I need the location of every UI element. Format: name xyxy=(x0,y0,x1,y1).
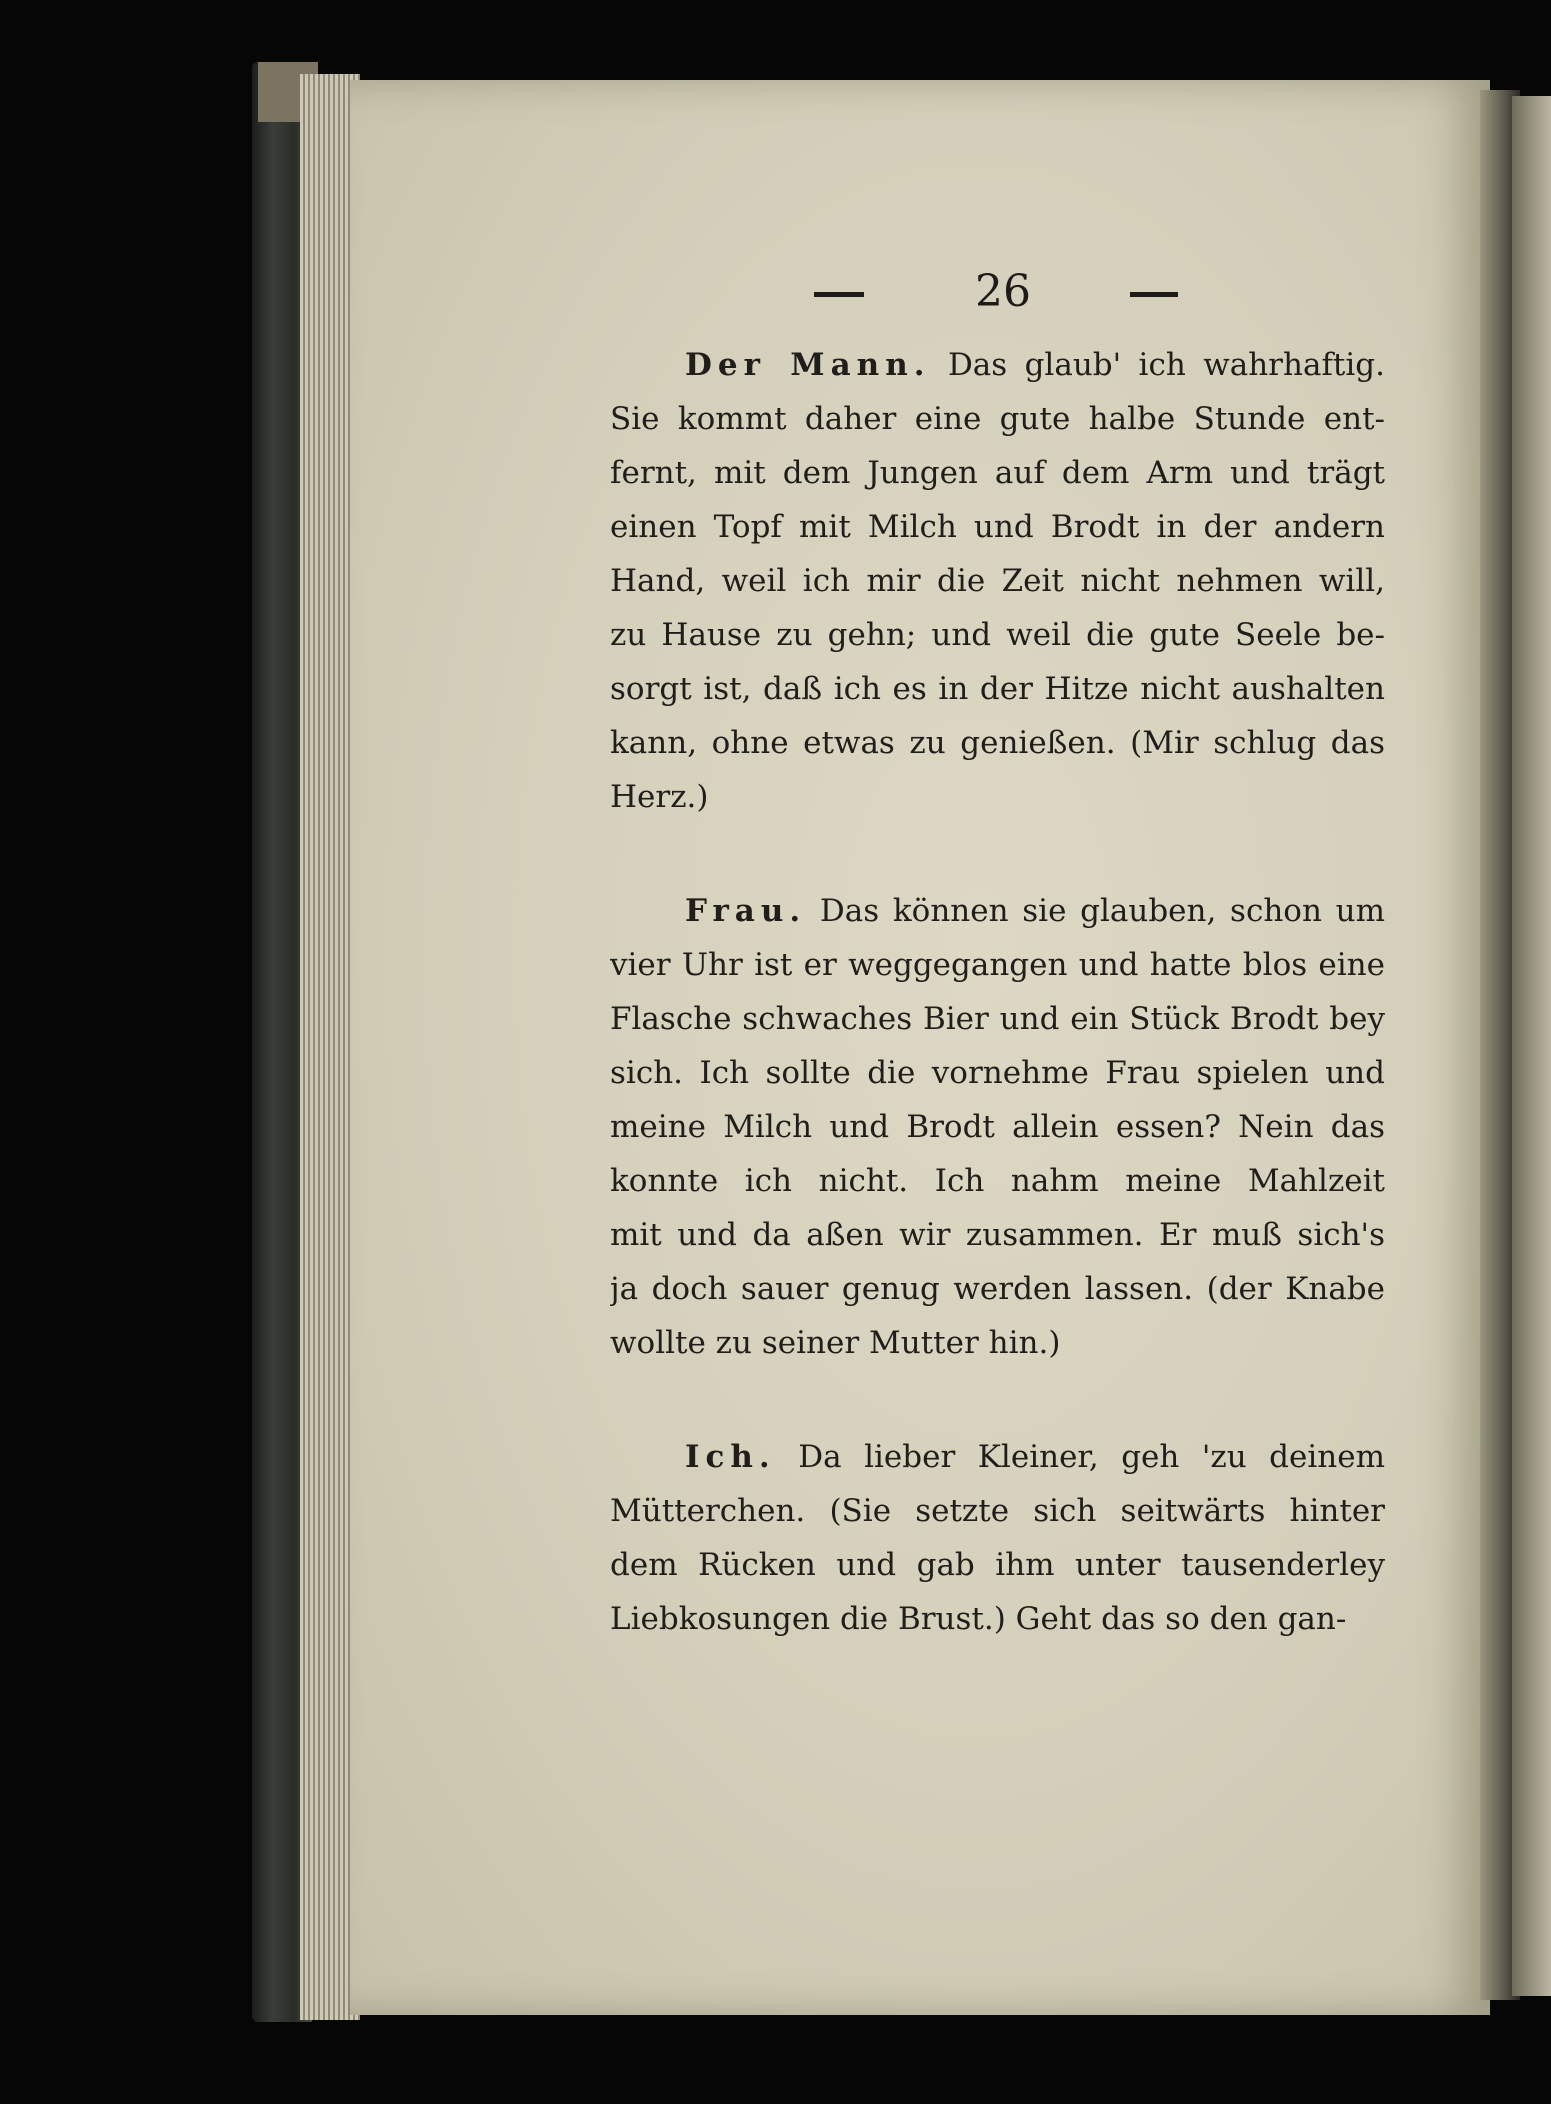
line-text: Sie kommt daher eine gute halbe Stunde ent- xyxy=(610,401,1385,437)
line-text: wollte zu seiner Mutter hin.) xyxy=(610,1325,1061,1361)
line-text: Das können sie glauben, schon um xyxy=(819,893,1385,929)
text-line xyxy=(610,446,1385,500)
paragraph xyxy=(610,1430,1385,1646)
paragraph xyxy=(610,884,1385,1370)
line-text: zu Hause zu gehn; und weil die gute Seele be- xyxy=(610,617,1385,653)
line-text: sorgt ist, daß ich es in der Hitze nicht aushalten xyxy=(610,671,1385,707)
text-line xyxy=(610,992,1385,1046)
page-body-text xyxy=(610,338,1385,1706)
line-text: Herz.) xyxy=(610,779,709,815)
text-line xyxy=(610,554,1385,608)
text-line xyxy=(610,1538,1385,1592)
page-header xyxy=(0,262,1551,322)
speaker-name: Ich. xyxy=(685,1439,776,1475)
text-line xyxy=(610,1484,1385,1538)
line-text: Das glaub' ich wahrhaftig. xyxy=(947,347,1385,383)
text-line xyxy=(610,938,1385,992)
text-line xyxy=(610,338,1385,392)
line-text: vier Uhr ist er weggegangen und hatte blos eine xyxy=(610,947,1385,983)
text-line xyxy=(610,1154,1385,1208)
speaker-name: Frau. xyxy=(685,893,807,929)
line-text: Hand, weil ich mir die Zeit nicht nehmen will, xyxy=(610,563,1385,599)
text-line xyxy=(610,1262,1385,1316)
line-text: Mütterchen. (Sie setzte sich seitwärts hinter xyxy=(610,1493,1385,1529)
text-line xyxy=(610,716,1385,770)
text-line xyxy=(610,884,1385,938)
line-text: fernt, mit dem Jungen auf dem Arm und trägt xyxy=(610,455,1385,491)
line-text: sich. Ich sollte die vornehme Frau spielen und xyxy=(610,1055,1385,1091)
line-text: Liebkosungen die Brust.) Geht das so den gan- xyxy=(610,1601,1347,1637)
text-line xyxy=(610,662,1385,716)
text-line xyxy=(610,392,1385,446)
line-text: Da lieber Kleiner, geh 'zu deinem xyxy=(798,1439,1385,1475)
page-number: 26 xyxy=(975,266,1031,317)
line-text: mit und da aßen wir zusammen. Er muß sich's xyxy=(610,1217,1385,1253)
line-text: Flasche schwaches Bier und ein Stück Brodt bey xyxy=(610,1001,1385,1037)
line-text: konnte ich nicht. Ich nahm meine Mahlzeit xyxy=(610,1163,1385,1199)
header-dash-right xyxy=(1130,292,1178,297)
paragraph xyxy=(610,338,1385,824)
text-line xyxy=(610,608,1385,662)
facing-page-edge xyxy=(1512,96,1551,1996)
text-line xyxy=(610,1316,1385,1370)
line-text: ja doch sauer genug werden lassen. (der Knabe xyxy=(610,1271,1385,1307)
text-line xyxy=(610,770,1385,824)
text-line xyxy=(610,1592,1385,1646)
header-dash-left xyxy=(814,292,864,297)
text-line xyxy=(610,1430,1385,1484)
text-line xyxy=(610,1046,1385,1100)
line-text: kann, ohne etwas zu genießen. (Mir schlug das xyxy=(610,725,1385,761)
text-line xyxy=(610,1100,1385,1154)
text-line xyxy=(610,1208,1385,1262)
text-line xyxy=(610,500,1385,554)
line-text: dem Rücken und gab ihm unter tausenderley xyxy=(610,1547,1385,1583)
line-text: einen Topf mit Milch und Brodt in der andern xyxy=(610,509,1385,545)
speaker-name: Der Mann. xyxy=(685,347,931,383)
line-text: meine Milch und Brodt allein essen? Nein das xyxy=(610,1109,1385,1145)
